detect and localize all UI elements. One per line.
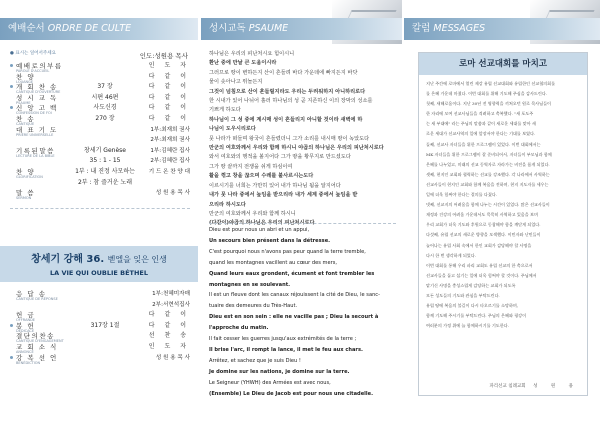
order-row: [10, 290, 190, 301]
order-item-detail: 사도신경: [93, 104, 117, 112]
message-line: 이번 대회를 통해 우리 파리 교회도 유럽 선교의 한 축으로서: [426, 262, 533, 268]
psalm-korean-text: [209, 50, 395, 229]
order-item-leader: 인 도 자: [148, 342, 190, 350]
order-row: [10, 136, 190, 147]
order-item-name: 신 앙 고 백: [16, 104, 58, 113]
verse-line: 그러므로 땅이 변하든지 산이 흔들려 바다 가운데에 빠지든지 바닷: [209, 69, 358, 76]
worship-order-list: [10, 62, 190, 200]
order-item-subtitle: SERMON: [16, 196, 32, 201]
message-line: 셋째, 현지인 교회와 협력하는 선교를 강조했다. 각 나라에서 사역하는: [426, 171, 550, 177]
verse-line: 환난 중에 만날 큰 도움이시라: [209, 60, 277, 67]
message-line: 함께 기도해 주시기를 부탁드린다. 주님의 은혜와 평강이: [426, 313, 527, 319]
order-row: [10, 83, 190, 94]
order-item-leader: 1부:최재희 권사: [150, 126, 190, 133]
message-line: 둘째, 선교사 자녀들을 위한 프로그램이 있었다. 이번 대회에서는: [426, 141, 541, 147]
verse-line: 그가 땅 끝까지 전쟁을 쉬게 하심이여: [209, 163, 293, 170]
order-row: [10, 343, 190, 354]
verse-line: 하나님이 그 성 중에 계시매 성이 흔들리지 아니할 것이라 새벽에 하: [209, 116, 363, 123]
order-item-leader: 다 같 이: [148, 321, 190, 329]
order-item-name: 예배로의부름: [16, 62, 63, 70]
verse-line: (Ensemble) Le Dieu de Jacob est pour nous une citadelle.: [209, 390, 374, 397]
order-item-name: 개 회 찬 송: [16, 83, 58, 92]
order-item-name: 강 복 선 언: [16, 353, 58, 362]
header-ko: 칼럼: [412, 23, 431, 34]
order-item-leader: 2부:김혜란 집사: [150, 158, 190, 165]
order-item-name: 응 답 송: [16, 290, 47, 298]
message-line: 선교사들을 돕고 섬기는 일에 더욱 힘써야 할 것이다. 주님께서: [426, 272, 537, 278]
order-item-name: 말 씀: [16, 189, 36, 198]
header-ko: 성시교독: [209, 23, 246, 34]
message-box: [418, 52, 588, 396]
verse-line: 물이 솟아나고 뛰놀든지: [209, 79, 263, 86]
order-item-leader: 1부:천혜미자매: [152, 291, 190, 297]
order-item-detail: 2부 : 참 즐거운 노래: [77, 178, 133, 186]
verse-line: montagnes en se soulevant.: [209, 281, 291, 288]
worship-order-list-lower: [10, 290, 190, 364]
verse-line: 나님이 도우시리로다: [209, 126, 256, 133]
order-item-detail: 시편 46편: [91, 93, 119, 101]
order-item-subtitle: LOUANGE: [16, 79, 34, 84]
order-row: [10, 354, 190, 365]
verse-line: Un secours bien présent dans la détresse.: [209, 237, 331, 244]
verse-line: Le Seigneur (YHWH) des Armées est avec nous,: [209, 379, 331, 386]
stand-marker: [10, 106, 13, 109]
header-ko: 예배순서: [8, 23, 45, 34]
order-row: [10, 104, 190, 115]
psalm-header: [201, 18, 402, 40]
order-item-detail: 270 장: [95, 114, 115, 122]
order-row: [10, 62, 190, 73]
order-item-name: 찬 양: [16, 167, 36, 176]
sermon-title-box: [0, 246, 198, 282]
verse-line: Quand leurs eaux grondent, écument et font trembler les: [209, 270, 375, 277]
order-item-leader: 성 원 용 목 사: [155, 354, 190, 361]
order-item-leader: 인 도 자: [148, 62, 190, 69]
verse-line: Dieu est en son sein : elle ne vacille pas ; Dieu la secourt à: [209, 314, 379, 321]
order-item-subtitle: GLORIFICATION: [16, 174, 43, 179]
verse-line: 만군의 여호와께서 우리와 함께 하시니 야곱의 하나님은 우리의 피난처시로다: [209, 145, 384, 152]
order-item-subtitle: CONFESSION DE FOI: [16, 111, 52, 116]
sermon-title-fr: LA VIE QUI OUBLIE BÉTHEL: [50, 269, 148, 277]
order-item-name: 교 회 소 식: [16, 342, 58, 351]
order-item-subtitle: ANNONCE: [16, 349, 34, 354]
sermon-title-sub: 벧엘을 잊은 인생: [107, 255, 167, 264]
order-row: [10, 311, 190, 322]
verse-line: 와서 여호와의 행적을 볼지어다 그가 땅을 황무지로 만드셨도다: [209, 154, 351, 161]
verse-line: Il fait cesser les guerres jusqu'aux extrémités de la terre ;: [209, 336, 357, 343]
verse-line: Il est un fleuve dont les canaux réjouissent la cité de Dieu, le sanc-: [209, 292, 380, 299]
order-item-leader: 성 원 용 목 사: [155, 190, 190, 197]
divider: [209, 223, 396, 224]
order-item-subtitle: CANTIQUE: [16, 121, 35, 126]
message-line: 늘어나는 유럽 사회 속에서 한인 교회가 감당해야 할 사명을: [426, 242, 532, 248]
psalm-french-text: [209, 225, 397, 400]
order-item-leader: 다 같 이: [148, 83, 190, 91]
signature: [489, 383, 579, 389]
verse-line: quand les montagnes vacillent au cœur des mers,: [209, 259, 337, 266]
message-line: 일에 더욱 힘써야 한다는 결의를 다졌다.: [426, 192, 498, 198]
order-item-subtitle: CANTIQUE D'ENGAGEMENT: [16, 339, 64, 344]
order-item-name: 봉 헌: [16, 321, 36, 330]
message-column: [404, 0, 600, 424]
verse-line: 한 시내가 있어 나뉘어 흘러 하나님의 성 곧 지존하신 이의 장막의 성소를: [209, 98, 373, 105]
verse-line: C'est pourquoi nous n'avons pas peur quand la terre tremble,: [209, 248, 366, 255]
verse-line: 만군의 여호와께서 우리와 함께 하시니: [209, 210, 296, 217]
message-title: 로마 선교대회를 마치고: [419, 53, 587, 75]
message-line: 넷째, 선교지의 어려움을 함께 나누는 시간이 있었다. 많은 선교사들이: [426, 202, 550, 208]
order-item-subtitle: BÉNÉDICTION: [16, 360, 41, 365]
verse-line: 그것이 넘침으로 산이 흔들릴지라도 우리는 두려워하지 아니하리로다: [209, 88, 366, 95]
order-item-name: 성 시 교 독: [16, 93, 58, 102]
order-item-leader: 2부:서현석집사: [152, 301, 190, 308]
message-line: 재정과 건강의 어려움 가운데서도 묵묵히 사역하고 있음을 보며: [426, 212, 538, 218]
order-item-detail: 창세기 Genèse: [84, 146, 126, 154]
verse-line: 으리라 하시도다: [209, 201, 246, 208]
message-line: 맡기신 사명을 충성스럽게 감당하는 교회가 되도록: [426, 282, 516, 288]
preacher-label: 인도:성원용 목사: [139, 52, 188, 60]
verse-line: 기쁘게 하도다: [209, 107, 241, 114]
order-row: [10, 189, 190, 200]
order-row: [10, 126, 190, 137]
order-row: [10, 332, 190, 343]
order-item-subtitle: PAROLE D'ACCUEIL: [16, 69, 50, 73]
order-item-leader: 2부:최재희 권사: [150, 137, 190, 144]
order-item-name: 결단의찬송: [16, 332, 55, 341]
verse-line: Arrêtez, et sachez que je suis Dieu !: [209, 357, 301, 364]
order-item-leader: 다 같 이: [148, 311, 190, 319]
message-line: 다섯째, 유럽 선교의 새로운 방향을 모색했다. 이민자와 난민들이: [426, 232, 541, 238]
verse-line: 하나님은 우리의 피난처시요 힘이시니: [209, 51, 295, 57]
order-item-leader: 기 드 온 찬 양 대: [148, 168, 190, 175]
order-row: [10, 168, 190, 179]
psalm-column: [201, 0, 402, 424]
order-item-detail: 317장 1절: [90, 321, 120, 329]
message-line: 첫째, 새해로움이다. 지난 30년 전 영향력을 끼쳐오던 원로 목사님들이: [426, 101, 551, 107]
stand-marker: [10, 85, 13, 88]
order-item-name: 찬 송: [16, 114, 36, 123]
message-body: [426, 79, 581, 331]
header-fr: ORDRE DE CULTE: [47, 23, 132, 34]
stand-marker: [10, 324, 13, 327]
order-row: [10, 322, 190, 333]
verse-line: l'approche du matin.: [209, 325, 269, 332]
verse-line: 뭇 나라가 떠들며 왕국이 흔들렸더니 그가 소리를 내시매 땅이 녹았도다: [209, 135, 370, 142]
message-line: 지난 주간에 로마에서 열린 제강 유럽 선교대회와 유럽한인 선교협의회를: [426, 81, 556, 86]
verse-line: (다같이)야곱의 하나님은 우리의 피난처시로다: [209, 220, 315, 227]
order-item-detail: 37 장: [97, 83, 113, 91]
order-item-subtitle: DÉDICACE: [16, 328, 35, 333]
order-item-subtitle: PRIÈRE UNIVERSELLE: [16, 132, 54, 137]
message-line: 우리 교회가 더욱 기도와 후원으로 동참해야 함을 깨닫게 되었다.: [426, 222, 541, 228]
order-row: [10, 115, 190, 126]
signature-role: 파리선교 침례교회: [489, 384, 526, 389]
order-item-subtitle: PSAUME: [16, 100, 31, 105]
order-item-name: 헌 금: [16, 311, 36, 320]
signature-name: 성 원 용: [533, 384, 579, 389]
order-item-name: 찬 양: [16, 72, 36, 81]
order-item-leader: 다 같 이: [148, 104, 190, 112]
message-line: 은혜를 나누었고, 미래의 선교 동역자로 자라가는 비전을 품게 되었다.: [426, 161, 550, 167]
message-header: [404, 18, 600, 40]
worship-order-column: [0, 0, 198, 424]
order-item-leader: 다 같 이: [148, 114, 190, 122]
order-row: [10, 179, 190, 190]
order-item-leader: 다 같 이: [148, 93, 190, 101]
order-row: [10, 73, 190, 84]
message-line: 다시 한 번 생각하게 되었다.: [426, 252, 477, 258]
stand-marker: [10, 356, 13, 359]
message-line: MK 자녀들을 위한 프로그램이 잘 준비되어서, 자녀들이 부모님과 함께: [426, 151, 552, 157]
stand-marker: [10, 64, 13, 67]
order-row: [10, 301, 190, 312]
verse-line: 이르시기를 너희는 가만히 있어 내가 하나님 됨을 알지어다: [209, 182, 341, 189]
order-item-leader: 다 같 이: [148, 72, 190, 80]
order-item-detail: 35 : 1 - 15: [89, 157, 121, 165]
verse-line: 내가 뭇 나라 중에서 높임을 받으리라 내가 세계 중에서 높임을 받: [209, 192, 358, 199]
verse-line: 활을 꺾고 창을 끊으며 수레를 불사르시는도다: [209, 173, 314, 180]
standing-note: ● 표시는 일어서주세요: [10, 51, 56, 56]
verse-line: Il brise l'arc, il rompt la lance, il met le feu aux chars.: [209, 346, 363, 353]
message-line: 선교사들이 현지인 교회와 함께 복음을 전하며, 현지 지도자를 세우는: [426, 181, 549, 187]
order-item-leader: 1부:김혜란 집사: [150, 147, 190, 154]
message-line: 여러분의 가정 위에 늘 함께하시기를 기도한다.: [426, 323, 509, 329]
order-item-name: 기록된말씀: [16, 146, 55, 155]
worship-order-header: [0, 18, 198, 40]
message-line: 모든 성도들의 기도와 관심을 부탁드린다.: [426, 292, 500, 298]
order-item-detail: 1부 : 내 진정 사모하는: [75, 167, 135, 175]
message-line: 는 새 부대에" 라는 주님의 말씀과 같이 새로운 세대를 맞아 새: [426, 121, 536, 127]
message-line: 로운 세대가 선교사역의 일에 앞장서야 한다는 기대를 보였다.: [426, 131, 536, 137]
sermon-title: [0, 250, 198, 265]
order-item-subtitle: CANTIQUE D'OUVERTURE: [16, 90, 61, 95]
header-fr: MESSAGES: [433, 23, 486, 34]
order-row: [10, 94, 190, 105]
header-fr: PSAUME: [248, 23, 289, 34]
divider: [10, 208, 190, 209]
order-item-leader: 선 찬 송: [148, 332, 190, 340]
verse-line: tuaire des demeures du Très-Haut.: [209, 303, 298, 310]
order-row: [10, 157, 190, 168]
message-line: 유럽 땅에 복음의 불길이 다시 타오르기를 소망하며,: [426, 303, 519, 309]
order-item-subtitle: OFFRANDE: [16, 318, 35, 323]
message-line: 한 자리에 모여 선교사님들을 격려하고 축복했다. "새 포도주: [426, 111, 534, 117]
order-item-name: 대 표 기 도: [16, 125, 58, 134]
verse-line: Je domine sur les nations, je domine sur la terre.: [209, 368, 350, 375]
sermon-title-main: 창세기 강해 36.: [31, 254, 105, 265]
verse-line: Dieu est pour nous un abri et un appui,: [209, 227, 310, 233]
message-line: 를 은혜 가운데 마쳤다. 이번 대회를 위해 기도해 주심을 감사드린다.: [426, 91, 548, 97]
order-item-subtitle: CANTIQUE DE RÉPONSE: [16, 297, 58, 301]
order-row: [10, 147, 190, 158]
order-item-subtitle: LECTURE DE LA BIBLE: [16, 153, 55, 158]
